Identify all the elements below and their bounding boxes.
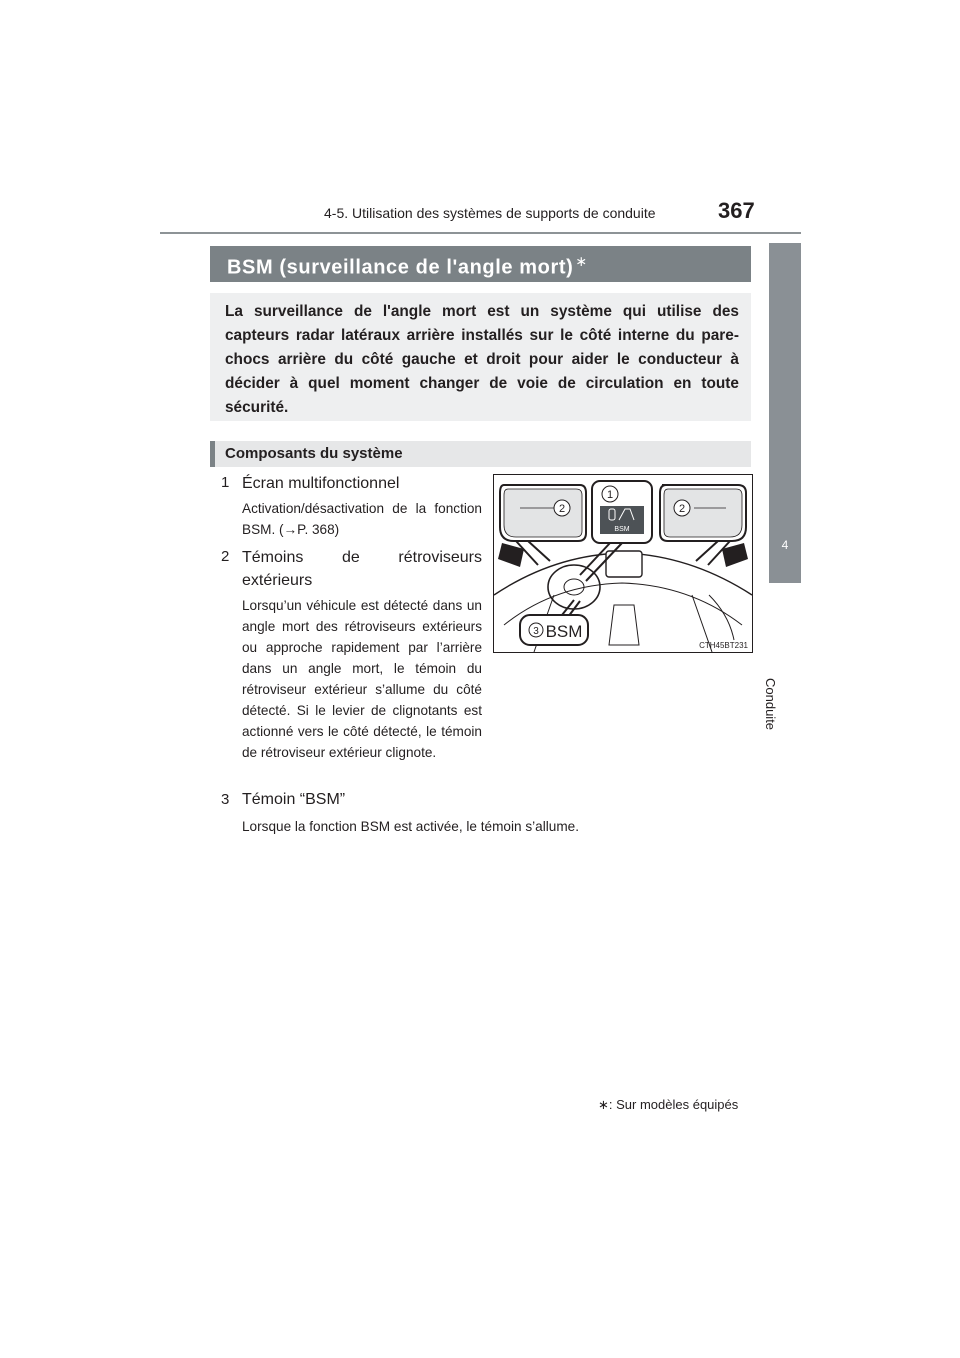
dashboard-illustration (494, 475, 752, 652)
page-number: 367 (718, 198, 755, 223)
title-asterisk: ∗ (575, 253, 588, 269)
subsection-bar (210, 441, 751, 467)
callout-1: 1 (606, 489, 614, 501)
screen-bsm-label: BSM (614, 526, 630, 533)
subsection-title: Composants du système (225, 445, 403, 462)
header-divider (160, 232, 801, 234)
title-bar (210, 246, 751, 282)
item-number-1: 1 (221, 474, 230, 491)
chapter-tab-strip (769, 243, 801, 583)
intro-box (210, 293, 751, 421)
bsm-figure (493, 474, 753, 653)
callout-2-right: 2 (678, 503, 686, 515)
intro-text: La surveillance de l'angle mort est un système qui utilise des capteurs radar latéraux arrière installés sur le côté interne du pare-chocs arrière du côté gauche et droit pour aider le conducteur à décider à quel moment changer de voie de circulation en toute sécurité. (225, 303, 739, 416)
item-number-2: 2 (221, 548, 230, 565)
page-title-text: BSM (surveillance de l'angle mort) (227, 256, 574, 279)
figure-code: CTH45BT231 (699, 641, 748, 650)
item-body-1: Activation/désactivation de la fonction BSM. (→P. 368) (242, 501, 482, 537)
chapter-tab-label-text: Conduite (763, 678, 778, 731)
section-heading: 4-5. Utilisation des systèmes de supports de conduite (324, 205, 656, 221)
footnote (598, 1097, 738, 1113)
item-body-3: Lorsque la fonction BSM est activée, le témoin s’allume. (242, 819, 579, 834)
item-number-3: 3 (221, 791, 230, 808)
footnote-text: : Sur modèles équipés (608, 1097, 739, 1112)
item-title-2: Témoins de rétroviseurs extérieurs (242, 549, 482, 589)
bsm-indicator-label: BSM (545, 622, 583, 641)
chapter-tab-label (763, 620, 798, 731)
footnote-asterisk: ∗ (598, 1097, 609, 1112)
item-body-2: Lorsqu’un véhicule est détecté dans un angle mort des rétroviseurs extérieurs ou approche rapidement par l’arrière dans un angle mort, le témoin du rétroviseur extérieur s’allume du côté détecté. Si le levier de clignotants est actionné vers le côté détecté, le témoin de rétroviseur extérieur clignote. (242, 598, 482, 760)
chapter-tab-number: 4 (781, 538, 789, 552)
callout-3: 3 (533, 626, 539, 637)
callout-2-left: 2 (558, 503, 566, 515)
item-title-1: Écran multifonctionnel (242, 475, 400, 492)
item-title-3: Témoin “BSM” (242, 791, 346, 808)
page-title (227, 253, 588, 280)
